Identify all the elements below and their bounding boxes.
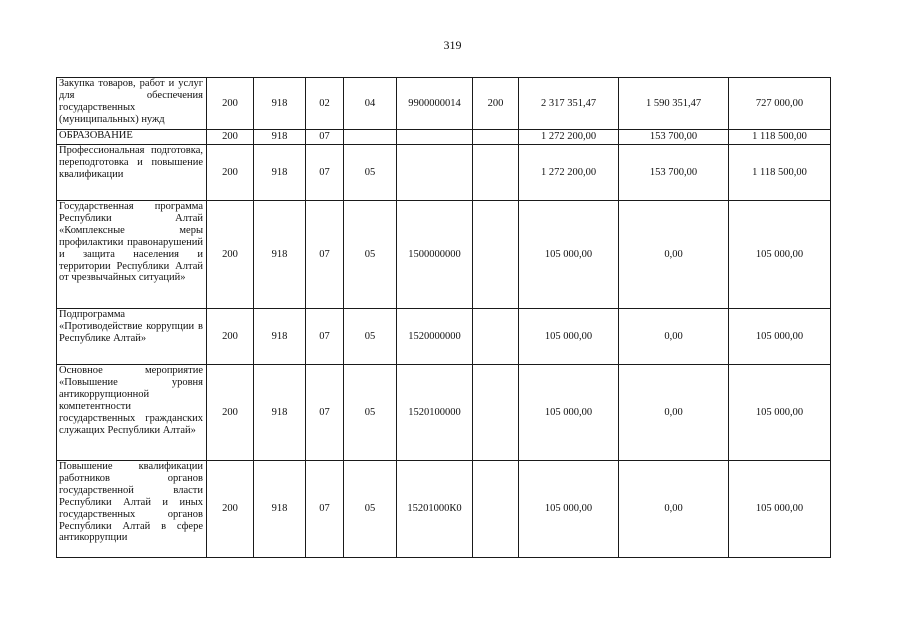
cell-amount-2: 153 700,00 xyxy=(619,145,729,201)
cell-code-6 xyxy=(473,130,519,145)
cell-code-3: 07 xyxy=(306,365,344,461)
table-row xyxy=(57,78,831,130)
table-row xyxy=(57,145,831,201)
cell-code-3: 02 xyxy=(306,78,344,130)
cell-code-4: 05 xyxy=(344,145,397,201)
cell-code-2: 918 xyxy=(254,145,306,201)
cell-code-5: 1520100000 xyxy=(397,365,473,461)
table-row xyxy=(57,130,831,145)
cell-amount-2: 0,00 xyxy=(619,461,729,558)
cell-amount-1: 105 000,00 xyxy=(519,365,619,461)
cell-code-6 xyxy=(473,145,519,201)
row-description: Повышение квалификации работников органов государственной власти Республики Алтай и иных государственных органов Республики Алтай в сфере антикоррупции xyxy=(57,461,207,558)
page-number: 319 xyxy=(443,38,462,52)
cell-amount-1: 105 000,00 xyxy=(519,461,619,558)
cell-code-5 xyxy=(397,145,473,201)
cell-code-4: 05 xyxy=(344,309,397,365)
cell-code-1: 200 xyxy=(207,145,254,201)
table-row xyxy=(57,201,831,309)
cell-amount-1: 105 000,00 xyxy=(519,201,619,309)
cell-amount-1: 105 000,00 xyxy=(519,309,619,365)
cell-amount-3: 105 000,00 xyxy=(729,309,831,365)
cell-code-5: 1500000000 xyxy=(397,201,473,309)
budget-table xyxy=(56,77,831,558)
cell-amount-3: 105 000,00 xyxy=(729,365,831,461)
cell-code-4 xyxy=(344,130,397,145)
cell-code-2: 918 xyxy=(254,365,306,461)
cell-code-6 xyxy=(473,201,519,309)
cell-code-4: 05 xyxy=(344,461,397,558)
cell-amount-2: 1 590 351,47 xyxy=(619,78,729,130)
cell-code-2: 918 xyxy=(254,78,306,130)
cell-code-1: 200 xyxy=(207,78,254,130)
cell-amount-3: 1 118 500,00 xyxy=(729,145,831,201)
cell-code-6 xyxy=(473,309,519,365)
cell-code-4: 05 xyxy=(344,201,397,309)
cell-amount-1: 2 317 351,47 xyxy=(519,78,619,130)
cell-code-2: 918 xyxy=(254,309,306,365)
cell-code-2: 918 xyxy=(254,201,306,309)
cell-code-1: 200 xyxy=(207,130,254,145)
cell-amount-1: 1 272 200,00 xyxy=(519,145,619,201)
row-description: Подпрограмма «Противодействие коррупции в Республике Алтай» xyxy=(57,309,207,365)
cell-code-5: 9900000014 xyxy=(397,78,473,130)
cell-code-6 xyxy=(473,365,519,461)
cell-code-1: 200 xyxy=(207,365,254,461)
cell-amount-2: 0,00 xyxy=(619,201,729,309)
cell-amount-2: 0,00 xyxy=(619,365,729,461)
cell-code-3: 07 xyxy=(306,201,344,309)
cell-code-1: 200 xyxy=(207,309,254,365)
cell-amount-2: 0,00 xyxy=(619,309,729,365)
cell-code-6: 200 xyxy=(473,78,519,130)
cell-amount-3: 1 118 500,00 xyxy=(729,130,831,145)
cell-amount-1: 1 272 200,00 xyxy=(519,130,619,145)
cell-amount-3: 727 000,00 xyxy=(729,78,831,130)
row-description: Закупка товаров, работ и услуг для обеспечения государственных (муниципальных) нужд xyxy=(57,78,207,130)
cell-code-1: 200 xyxy=(207,201,254,309)
table-row xyxy=(57,461,831,558)
cell-amount-3: 105 000,00 xyxy=(729,201,831,309)
cell-code-5 xyxy=(397,130,473,145)
cell-code-3: 07 xyxy=(306,145,344,201)
table-row xyxy=(57,309,831,365)
cell-code-3: 07 xyxy=(306,461,344,558)
cell-amount-3: 105 000,00 xyxy=(729,461,831,558)
row-description: Государственная программа Республики Алтай «Комплексные меры профилактики правонарушений и защита населения и территории Республики Алтай от чрезвычайных ситуаций» xyxy=(57,201,207,309)
cell-code-2: 918 xyxy=(254,461,306,558)
cell-code-6 xyxy=(473,461,519,558)
cell-code-5: 1520000000 xyxy=(397,309,473,365)
table-row xyxy=(57,365,831,461)
row-description: Основное мероприятие «Повышение уровня антикоррупционной компетентности государственных гражданских служащих Республики Алтай» xyxy=(57,365,207,461)
cell-code-2: 918 xyxy=(254,130,306,145)
cell-code-1: 200 xyxy=(207,461,254,558)
cell-amount-2: 153 700,00 xyxy=(619,130,729,145)
cell-code-5: 15201000К0 xyxy=(397,461,473,558)
row-description: ОБРАЗОВАНИЕ xyxy=(57,130,207,145)
cell-code-3: 07 xyxy=(306,309,344,365)
cell-code-4: 04 xyxy=(344,78,397,130)
cell-code-3: 07 xyxy=(306,130,344,145)
row-description: Профессиональная подготовка, переподготовка и повышение квалификации xyxy=(57,145,207,201)
cell-code-4: 05 xyxy=(344,365,397,461)
